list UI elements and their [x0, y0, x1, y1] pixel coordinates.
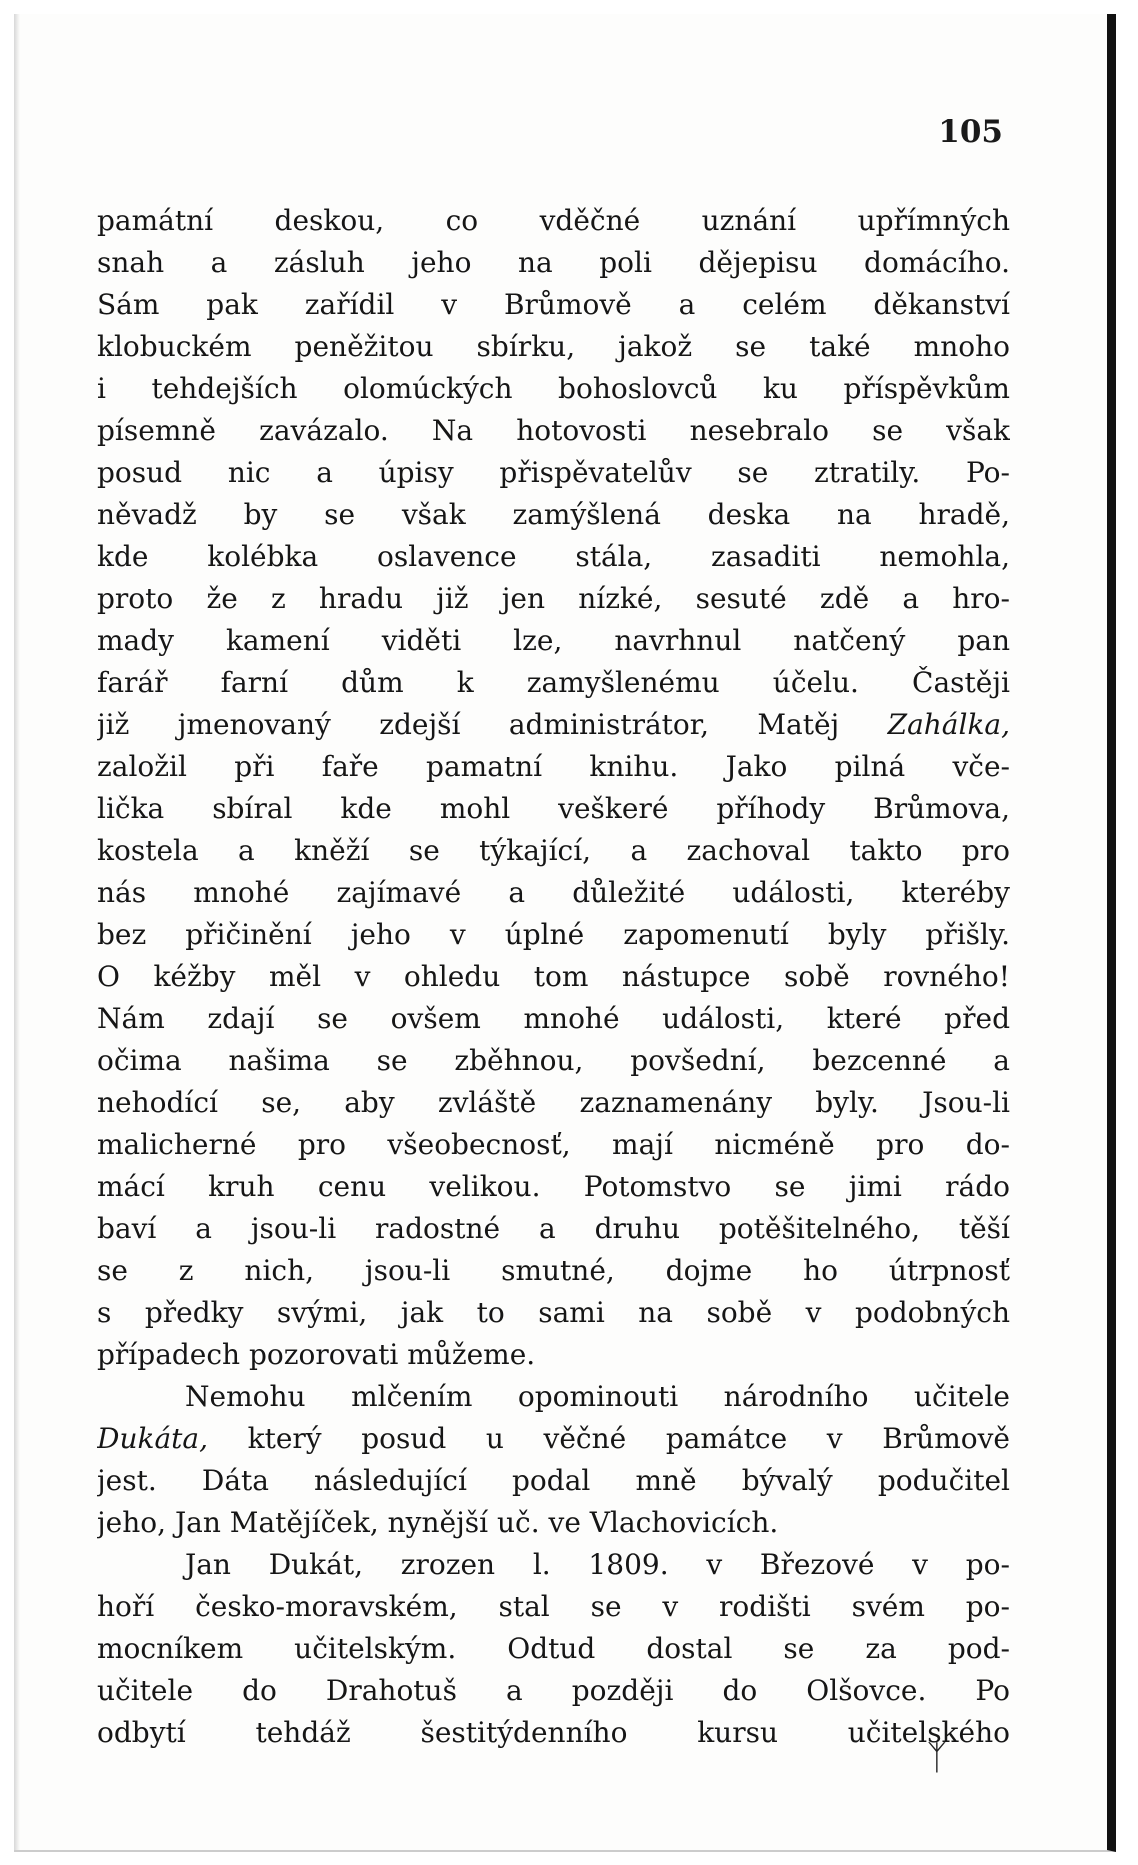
text-line: O kéžby měl v ohledu tom nástupce sobě rovného! [97, 960, 1010, 993]
text-line: jeho, Jan Matějíček, nynější uč. ve Vlachovicích. [97, 1506, 779, 1539]
text-line: Sám pak zařídil v Brůmově a celém děkanství [97, 288, 1010, 321]
text-line: proto že z hradu již jen nízké, sesuté zdě a hro- [97, 582, 1010, 615]
body-text [97, 200, 1010, 1754]
text-line: očima našima se zběhnou, povšední, bezcenné a [97, 1044, 1010, 1077]
text-line: nehodící se, aby zvláště zaznamenány byly. Jsou-li [97, 1086, 1010, 1119]
text-line: mácí kruh cenu velikou. Potomstvo se jimi rádo [97, 1170, 1010, 1203]
text-line: se z nich, jsou-li smutné, dojme ho útrpnosť [97, 1254, 1010, 1287]
text-line: písemně zavázalo. Na hotovosti nesebralo se však [97, 414, 1010, 447]
text-line: klobuckém peněžitou sbírku, jakož se také mnoho [97, 330, 1010, 363]
text-line: s předky svými, jak to sami na sobě v podobných [97, 1296, 1010, 1329]
text-line: malicherné pro všeobecnosť, mají nicméně pro do- [97, 1128, 1010, 1161]
text-line: lička sbíral kde mohl veškeré příhody Brůmova, [97, 792, 1010, 825]
book-page [14, 14, 1116, 1852]
text-line: farář farní dům k zamyšlenému účelu. Častěji [97, 666, 1010, 699]
text-line: Nemohu mlčením opominouti národního učitele [185, 1380, 1010, 1413]
text-line: nás mnohé zajímavé a důležité události, kteréby [97, 876, 1010, 909]
text-line: i tehdejších olomúckých bohoslovců ku příspěvkům [97, 372, 1010, 405]
page-edge-shadow [14, 14, 20, 1850]
text-line: mady kamení viděti lze, navrhnul natčený pan [97, 624, 1010, 657]
text-line: kde kolébka oslavence stála, zasaditi nemohla, [97, 540, 1010, 573]
text-line: Jan Dukát, zrozen l. 1809. v Březové v po- [185, 1548, 1010, 1581]
text-line: případech pozorovati můžeme. [97, 1338, 536, 1371]
text-line: bez přičinění jeho v úplné zapomenutí byly přišly. [97, 918, 1010, 951]
text-line: snah a zásluh jeho na poli dějepisu domácího. [97, 246, 1010, 279]
page-number: 105 [938, 114, 1003, 150]
text-line: baví a jsou-li radostné a druhu potěšitelného, těší [97, 1212, 1010, 1245]
text-line: něvadž by se však zamýšlená deska na hradě, [97, 498, 1010, 531]
printer-mark: ᛉ [926, 1738, 947, 1778]
text-line: učitele do Drahotuš a později do Olšovce. Po [97, 1674, 1010, 1707]
text-line: založil při faře pamatní knihu. Jako pilná vče- [97, 750, 1010, 783]
text-line: Dukáta, který posud u věčné památce v Brůmově [97, 1422, 1010, 1455]
text-line: posud nic a úpisy přispěvatelův se ztratily. Po- [97, 456, 1010, 489]
text-line: kostela a kněží se týkající, a zachoval takto pro [97, 834, 1010, 867]
text-line: hoří česko-moravském, stal se v rodišti svém po- [97, 1590, 1010, 1623]
text-line: jest. Dáta následující podal mně bývalý podučitel [97, 1464, 1010, 1497]
text-line: mocníkem učitelským. Odtud dostal se za pod- [97, 1632, 1010, 1665]
text-line: Nám zdají se ovšem mnohé události, které před [97, 1002, 1010, 1035]
text-line: odbytí tehdáž šestitýdenního kursu učitelského [97, 1716, 1010, 1749]
text-line: již jmenovaný zdejší administrátor, Matěj Zahálka, [97, 708, 1010, 741]
text-line: památní deskou, co vděčné uznání upřímných [97, 204, 1010, 237]
